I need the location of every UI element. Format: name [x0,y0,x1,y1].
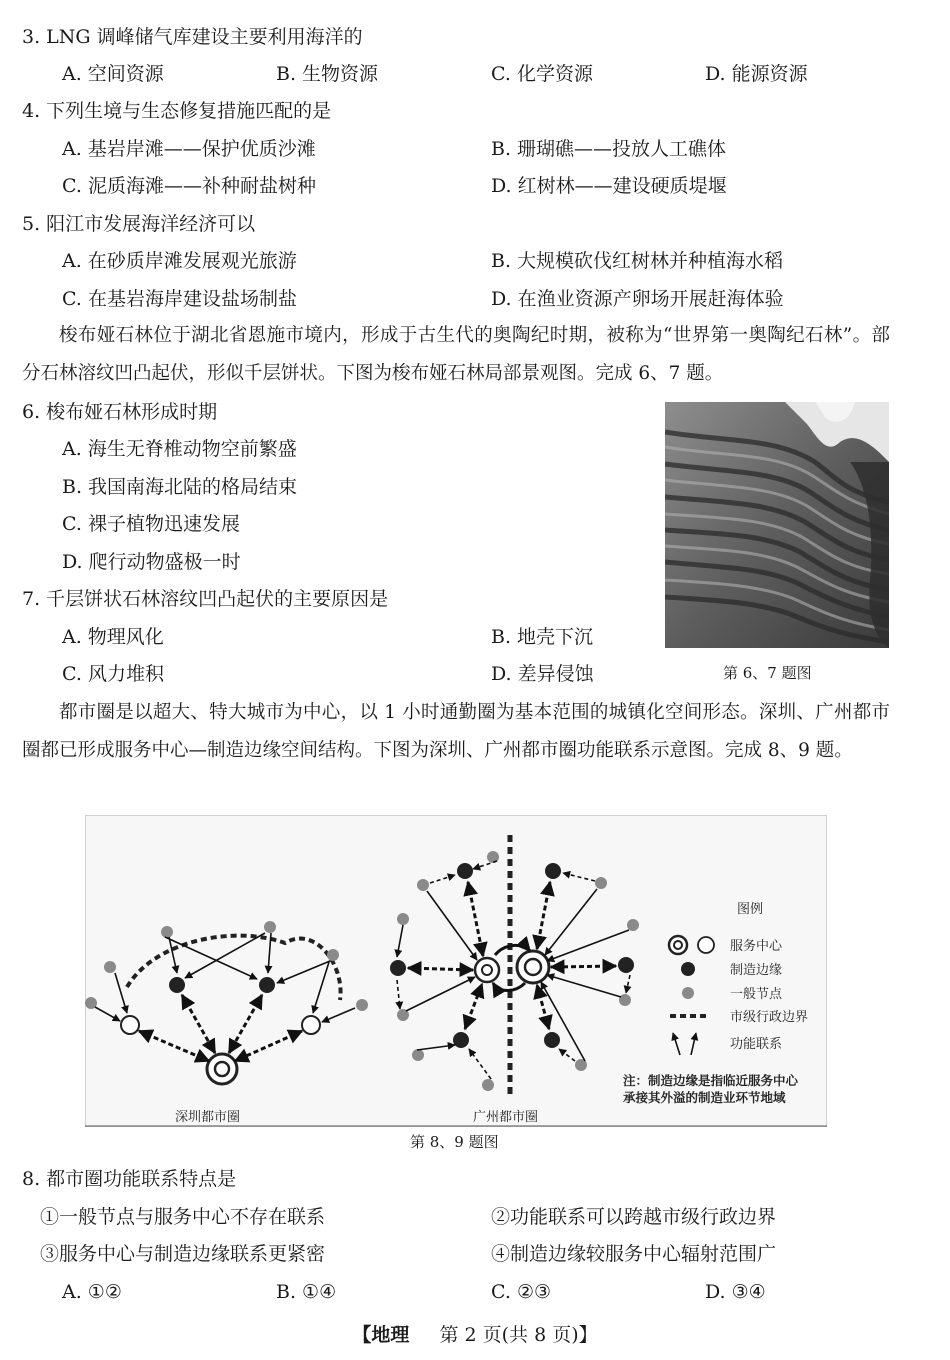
q6-option-d: D. 爬行动物盛极一时 [62,551,241,573]
q8-option-d: D. ③④ [705,1281,766,1303]
q4-option-d: D. 红树林——建设硬质堤堰 [491,175,727,197]
q4-option-c: C. 泥质海滩——补种耐盐树种 [62,175,316,197]
footer-page-number: 第 2 页(共 8 页)】 [439,1324,598,1346]
legend-admin-boundary: 市级行政边界 [730,1009,809,1024]
q5-option-b: B. 大规模砍伐红树林并种植海水稻 [491,250,784,272]
passage-stone-forest: 梭布娅石林位于湖北省恩施市境内，形成于古生代的奥陶纪时期，被称为“世界第一奥陶纪石林”。部分石林溶纹凹凸起伏，形似千层饼状。下图为梭布娅石林局部景观图。完成 6、7 题。 [22,325,890,384]
legend-service-center: 服务中心 [730,938,783,953]
shenzhen-label: 深圳都市圈 [175,1109,241,1124]
q8-statement-4: ④制造边缘较服务中心辐射范围广 [491,1243,777,1265]
legend-title: 图例 [737,901,764,916]
q8-option-a: A. ①② [62,1281,122,1303]
q8-option-c: C. ②③ [491,1281,552,1303]
q8-stem: 8. 都市圈功能联系特点是 [22,1168,237,1190]
diagram-note-line2: 承接其外溢的制造业环节地域 [623,1091,786,1105]
legend-general-node: 一般节点 [730,986,783,1001]
diagram-note-line1: 注：制造边缘是指临近服务中心 [623,1074,799,1088]
legend-functional-link: 功能联系 [730,1036,783,1051]
q5-option-d: D. 在渔业资源产卵场开展赶海体验 [491,288,784,310]
q7-option-c: C. 风力堆积 [62,663,164,685]
stone-forest-photo [665,402,889,648]
footer-subject: 【地理 [352,1324,410,1346]
q6-stem: 6. 梭布娅石林形成时期 [22,401,218,423]
q7-option-a: A. 物理风化 [62,626,164,648]
q3-stem: 3. LNG 调峰储气库建设主要利用海洋的 [22,26,363,48]
q8-statement-3: ③服务中心与制造边缘联系更紧密 [40,1243,326,1265]
q3-option-d: D. 能源资源 [705,63,808,85]
q6-option-b: B. 我国南海北陆的格局结束 [62,476,298,498]
q8-statement-2: ②功能联系可以跨越市级行政边界 [491,1206,777,1228]
diagram-caption: 第 8、9 题图 [410,1133,499,1151]
q8-option-b: B. ①④ [276,1281,337,1303]
q4-option-a: A. 基岩岸滩——保护优质沙滩 [62,138,316,160]
passage-metropolitan: 都市圈是以超大、特大城市为中心，以 1 小时通勤圈为基本范围的城镇化空间形态。深圳、广州都市圈都已形成服务中心—制造边缘空间结构。下图为深圳、广州都市圈功能联系示意图。完成 8、9 题。 [22,702,890,761]
q3-option-b: B. 生物资源 [276,63,379,85]
q3-option-c: C. 化学资源 [491,63,593,85]
q4-option-b: B. 珊瑚礁——投放人工礁体 [491,138,727,160]
q5-stem: 5. 阳江市发展海洋经济可以 [22,213,256,235]
metropolitan-diagram [85,815,827,1127]
q5-option-a: A. 在砂质岸滩发展观光旅游 [62,250,297,272]
guangzhou-label: 广州都市圈 [473,1109,539,1124]
q3-option-a: A. 空间资源 [62,63,164,85]
page-footer [0,1322,950,1348]
q7-stem: 7. 千层饼状石林溶纹凹凸起伏的主要原因是 [22,588,389,610]
q6-option-a: A. 海生无脊椎动物空前繁盛 [62,438,297,460]
q6-option-c: C. 裸子植物迅速发展 [62,513,240,535]
photo-caption: 第 6、7 题图 [723,664,812,682]
q7-option-b: B. 地壳下沉 [491,626,594,648]
q5-option-c: C. 在基岩海岸建设盐场制盐 [62,288,297,310]
q4-stem: 4. 下列生境与生态修复措施匹配的是 [22,100,332,122]
q8-statement-1: ①一般节点与服务中心不存在联系 [40,1206,326,1228]
legend-manufacturing-edge: 制造边缘 [730,962,783,977]
q7-option-d: D. 差异侵蚀 [491,663,594,685]
